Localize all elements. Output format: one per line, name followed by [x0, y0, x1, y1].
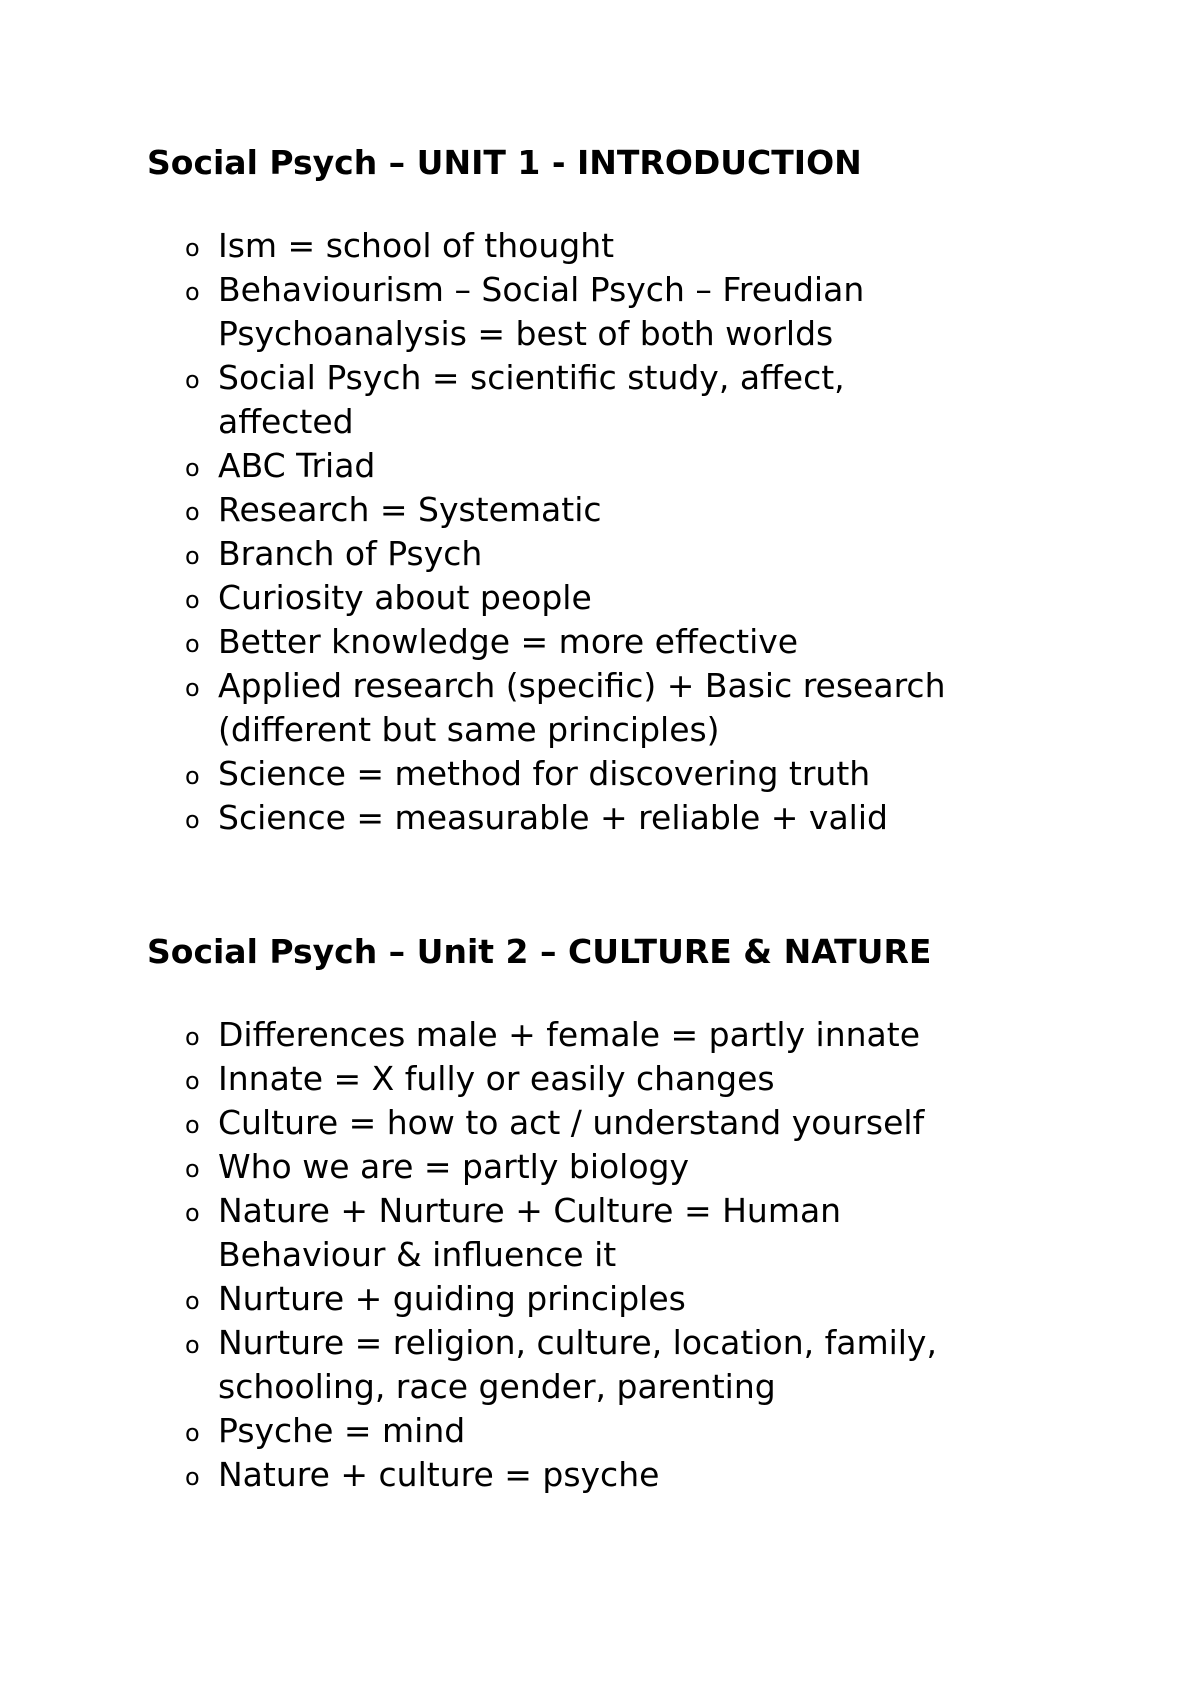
- list-item: [147, 664, 1077, 752]
- list-item-text: Research = Systematic: [218, 490, 602, 529]
- list-item-text: Nature + Nurture + Culture = Human Behaviour & influence it: [218, 1191, 842, 1274]
- list-item: [147, 356, 1077, 444]
- bullet-icon: o: [185, 366, 200, 394]
- list-item-text: Nature + culture = psyche: [218, 1455, 660, 1494]
- list-item: [147, 1101, 1077, 1145]
- unit-2-section: [147, 929, 1077, 1497]
- list-item-text: Science = measurable + reliable + valid: [218, 798, 888, 837]
- list-item-text: Behaviourism – Social Psych – Freudian Psychoanalysis = best of both worlds: [218, 270, 865, 353]
- unit-2-notes-list: [147, 1013, 1077, 1497]
- bullet-icon: o: [185, 674, 200, 702]
- list-item-text: Psyche = mind: [218, 1411, 466, 1450]
- unit-1-heading: Social Psych – UNIT 1 - INTRODUCTION: [147, 143, 862, 182]
- bullet-icon: o: [185, 630, 200, 658]
- list-item: [147, 1277, 1077, 1321]
- bullet-icon: o: [185, 498, 200, 526]
- list-item-text: Science = method for discovering truth: [218, 754, 871, 793]
- list-item: [147, 1321, 1077, 1409]
- list-item-text: Nurture = religion, culture, location, family, schooling, race gender, parenting: [218, 1323, 937, 1406]
- list-item: [147, 532, 1077, 576]
- list-item: [147, 1189, 1077, 1277]
- bullet-icon: o: [185, 542, 200, 570]
- list-item-text: Better knowledge = more effective: [218, 622, 799, 661]
- bullet-icon: o: [185, 762, 200, 790]
- bullet-icon: o: [185, 586, 200, 614]
- list-item: [147, 1453, 1077, 1497]
- list-item-text: Differences male + female = partly innate: [218, 1015, 920, 1054]
- list-item: [147, 224, 1077, 268]
- bullet-icon: o: [185, 234, 200, 262]
- bullet-icon: o: [185, 1419, 200, 1447]
- list-item-text: ABC Triad: [218, 446, 376, 485]
- bullet-icon: o: [185, 1287, 200, 1315]
- unit-2-heading: Social Psych – Unit 2 – CULTURE & NATURE: [147, 932, 932, 971]
- list-item: [147, 268, 1077, 356]
- bullet-icon: o: [185, 1067, 200, 1095]
- bullet-icon: o: [185, 1111, 200, 1139]
- bullet-icon: o: [185, 1463, 200, 1491]
- list-item: [147, 1409, 1077, 1453]
- bullet-icon: o: [185, 806, 200, 834]
- list-item-text: Curiosity about people: [218, 578, 592, 617]
- list-item: [147, 752, 1077, 796]
- list-item: [147, 1013, 1077, 1057]
- unit-1-section: [147, 140, 1077, 840]
- bullet-icon: o: [185, 454, 200, 482]
- list-item-text: Who we are = partly biology: [218, 1147, 690, 1186]
- list-item: [147, 1145, 1077, 1189]
- bullet-icon: o: [185, 1023, 200, 1051]
- list-item-text: Applied research (specific) + Basic research (different but same principles): [218, 666, 946, 749]
- list-item: [147, 488, 1077, 532]
- unit-1-notes-list: [147, 224, 1077, 840]
- list-item-text: Innate = X fully or easily changes: [218, 1059, 775, 1098]
- list-item-text: Culture = how to act / understand yourself: [218, 1103, 925, 1142]
- bullet-icon: o: [185, 1155, 200, 1183]
- bullet-icon: o: [185, 1331, 200, 1359]
- list-item-text: Ism = school of thought: [218, 226, 615, 265]
- list-item: [147, 796, 1077, 840]
- list-item-text: Nurture + guiding principles: [218, 1279, 686, 1318]
- list-item: [147, 444, 1077, 488]
- list-item: [147, 620, 1077, 664]
- list-item: [147, 576, 1077, 620]
- list-item: [147, 1057, 1077, 1101]
- list-item-text: Branch of Psych: [218, 534, 483, 573]
- bullet-icon: o: [185, 278, 200, 306]
- list-item-text: Social Psych = scientific study, affect, affected: [218, 358, 845, 441]
- bullet-icon: o: [185, 1199, 200, 1227]
